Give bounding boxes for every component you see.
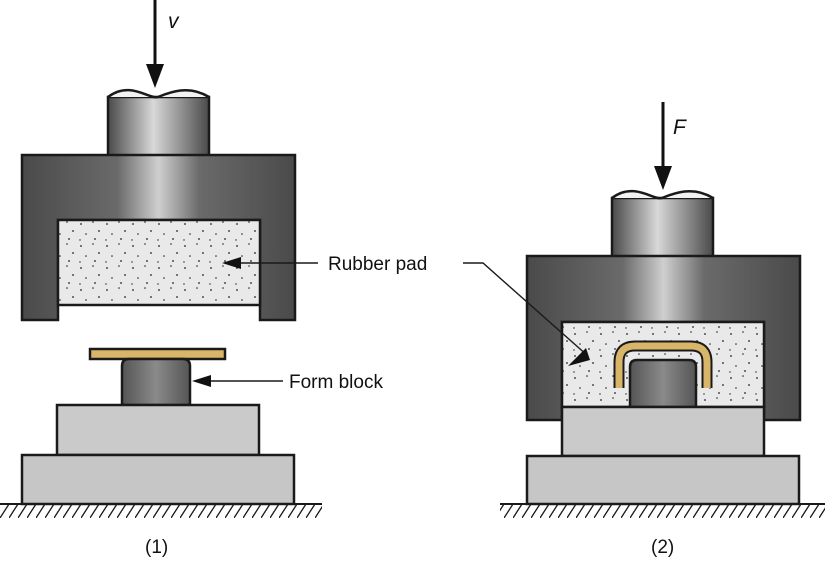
form-block-label: Form block [289,372,383,393]
ground-1 [0,504,322,518]
velocity-arrow [146,0,164,88]
step-2-caption: (2) [651,537,675,558]
ground-2 [500,504,825,518]
sheet-blank [90,349,225,359]
base-lower-1 [22,455,294,504]
force-label: F [673,116,686,139]
ram-2 [612,191,713,258]
ram-1 [108,90,209,157]
base-upper-1 [57,405,259,455]
form-block-1 [122,359,190,405]
form-block-leader [192,375,283,387]
base-upper-2 [562,407,764,456]
panel-step-2 [463,102,825,558]
base-lower-2 [527,456,799,504]
velocity-label: v [168,10,179,33]
force-arrow [654,102,672,190]
rubber-pad-label: Rubber pad [328,254,428,275]
step-1-caption: (1) [145,537,169,558]
form-block-2 [630,360,696,407]
